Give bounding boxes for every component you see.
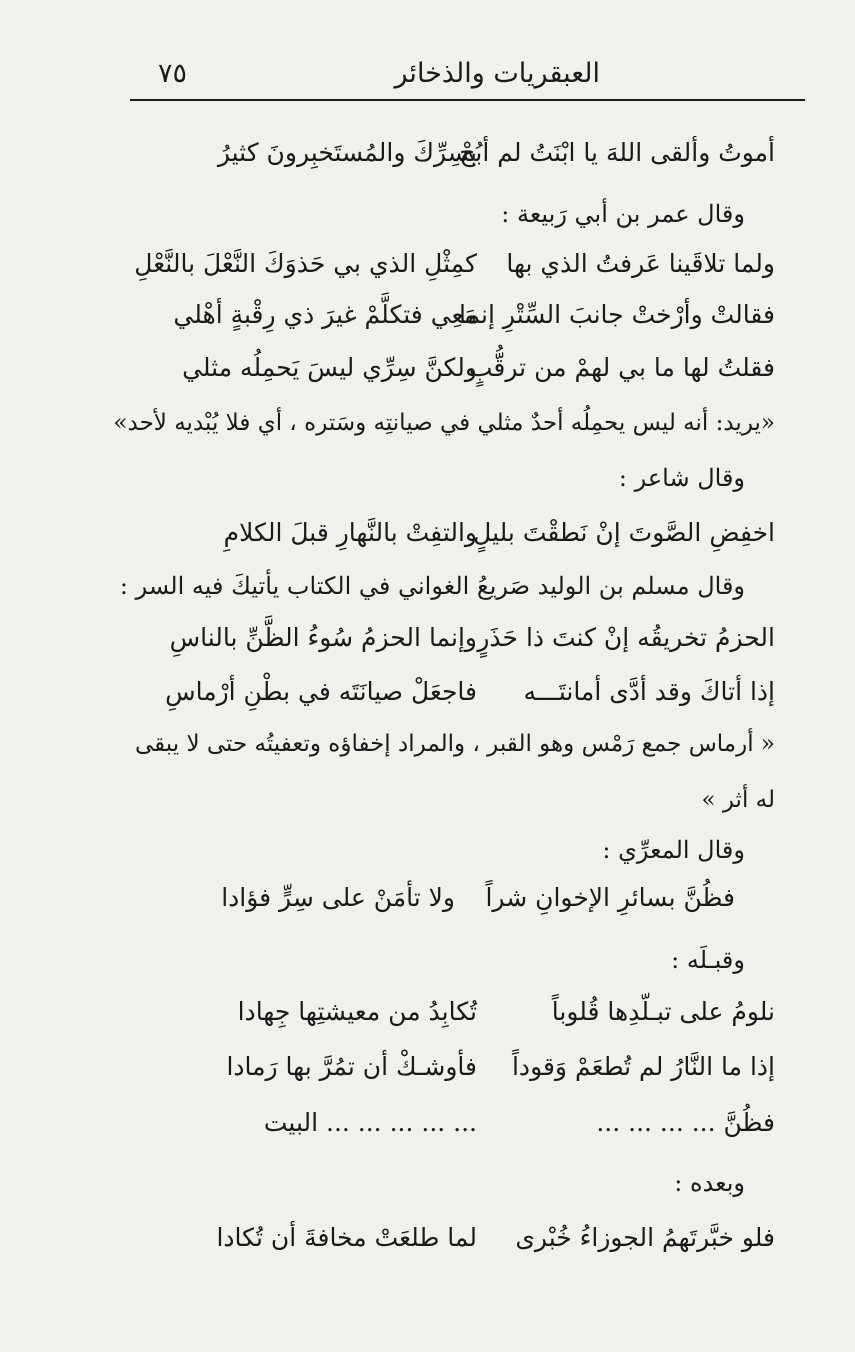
- verse-first-hemistich: ولما تلاقَينا عَرفتُ الذي بها: [506, 249, 775, 278]
- verse-second-hemistich: لما طلعَتْ مخافةَ أن تُكادا: [216, 1223, 477, 1252]
- introduction-line: وقال مسلم بن الوليد صَريعُ الغواني في الكتاب يأتيكَ فيه السر :: [119, 572, 745, 600]
- page-number: ٧٥: [158, 58, 188, 89]
- verse-first-hemistich: إذا أتاكَ وقد أدَّى أمانتَـــه: [523, 677, 775, 706]
- verse-first-hemistich: فظُنَّ ... ... ... ...: [596, 1108, 775, 1137]
- verse-first-hemistich: فلو خبَّرتَهمُ الجوزاءُ خُبْرى: [515, 1223, 775, 1252]
- commentary-line: له أثر »: [701, 787, 775, 813]
- commentary-line: « أرماس جمع رَمْس وهو القبر ، والمراد إخفاؤه وتعفيتُه حتى لا يبقى: [135, 731, 775, 757]
- verse-first-hemistich: إذا ما النَّارُ لم تُطعَمْ وَقوداً: [511, 1052, 775, 1081]
- verse-first-hemistich: فظُنَّ بسائرِ الإخوانِ شراً: [485, 883, 735, 912]
- verse-first-hemistich: أموتُ وألقى اللهَ يا ابْنَتُ لم أبُحْ: [459, 138, 775, 167]
- verse-second-hemistich: فاجعَلْ صيانَتَه في بطْنِ أرْماسِ: [165, 677, 477, 706]
- verse-second-hemistich: كمِثْلِ الذي بي حَذوَكَ النَّعْلَ بالنَّعْلِ: [134, 249, 477, 278]
- verse-second-hemistich: فأوشـكْ أن تمُرَّ بها رَمادا: [226, 1052, 477, 1081]
- verse-second-hemistich: والتفِتْ بالنَّهارِ قبلَ الكلامِ: [223, 518, 477, 547]
- verse-second-hemistich: ... ... ... ... ... البيت: [263, 1108, 477, 1137]
- verse-second-hemistich: ولكنَّ سِرِّي ليسَ يَحمِلُه مثلي: [182, 353, 477, 382]
- verse-first-hemistich: اخفِضِ الصَّوتَ إنْ نَطقْتَ بليلٍ: [473, 518, 775, 547]
- header-rule: [130, 99, 805, 101]
- running-title: العبقريات والذخائر: [394, 58, 600, 89]
- introduction-line: وقبـلَه :: [671, 946, 745, 974]
- verse-first-hemistich: فقالتْ وأرْختْ جانبَ السِّتْرِ إنما: [458, 300, 775, 329]
- introduction-line: وقال المعرِّي :: [602, 836, 745, 864]
- verse-second-hemistich: بسِرِّكَ والمُستَخبِرونَ كثيرُ: [217, 138, 477, 167]
- verse-first-hemistich: نلومُ على تبـلّدِها قُلوباً: [551, 997, 775, 1026]
- verse-second-hemistich: ولا تأمَنْ على سِرٍّ فؤادا: [221, 883, 455, 912]
- page-header: [130, 52, 805, 96]
- verse-second-hemistich: تُكابِدُ من معيشتِها جِهادا: [237, 997, 477, 1026]
- introduction-line: وقال شاعر :: [618, 464, 745, 492]
- introduction-line: وبعده :: [674, 1169, 745, 1197]
- introduction-line: وقال عمر بن أبي رَبيعة :: [501, 200, 745, 228]
- verse-second-hemistich: وإنما الحزمُ سُوءُ الظَّنِّ بالناسِ: [169, 623, 477, 652]
- verse-first-hemistich: الحزمُ تخريقُه إنْ كنتَ ذا حَذَرٍ: [477, 623, 775, 652]
- verse-second-hemistich: مَعِي فتكلَّمْ غيرَ ذي رِقْبةٍ أهْلي: [173, 300, 477, 329]
- verse-first-hemistich: فقلتُ لها ما بي لهمْ من ترقُّبٍ: [468, 353, 775, 382]
- commentary-line: «يريد: أنه ليس يحمِلُه أحدٌ مثلي في صيانتِه وسَتره ، أي فلا يُبْديه لأحد»: [113, 410, 775, 436]
